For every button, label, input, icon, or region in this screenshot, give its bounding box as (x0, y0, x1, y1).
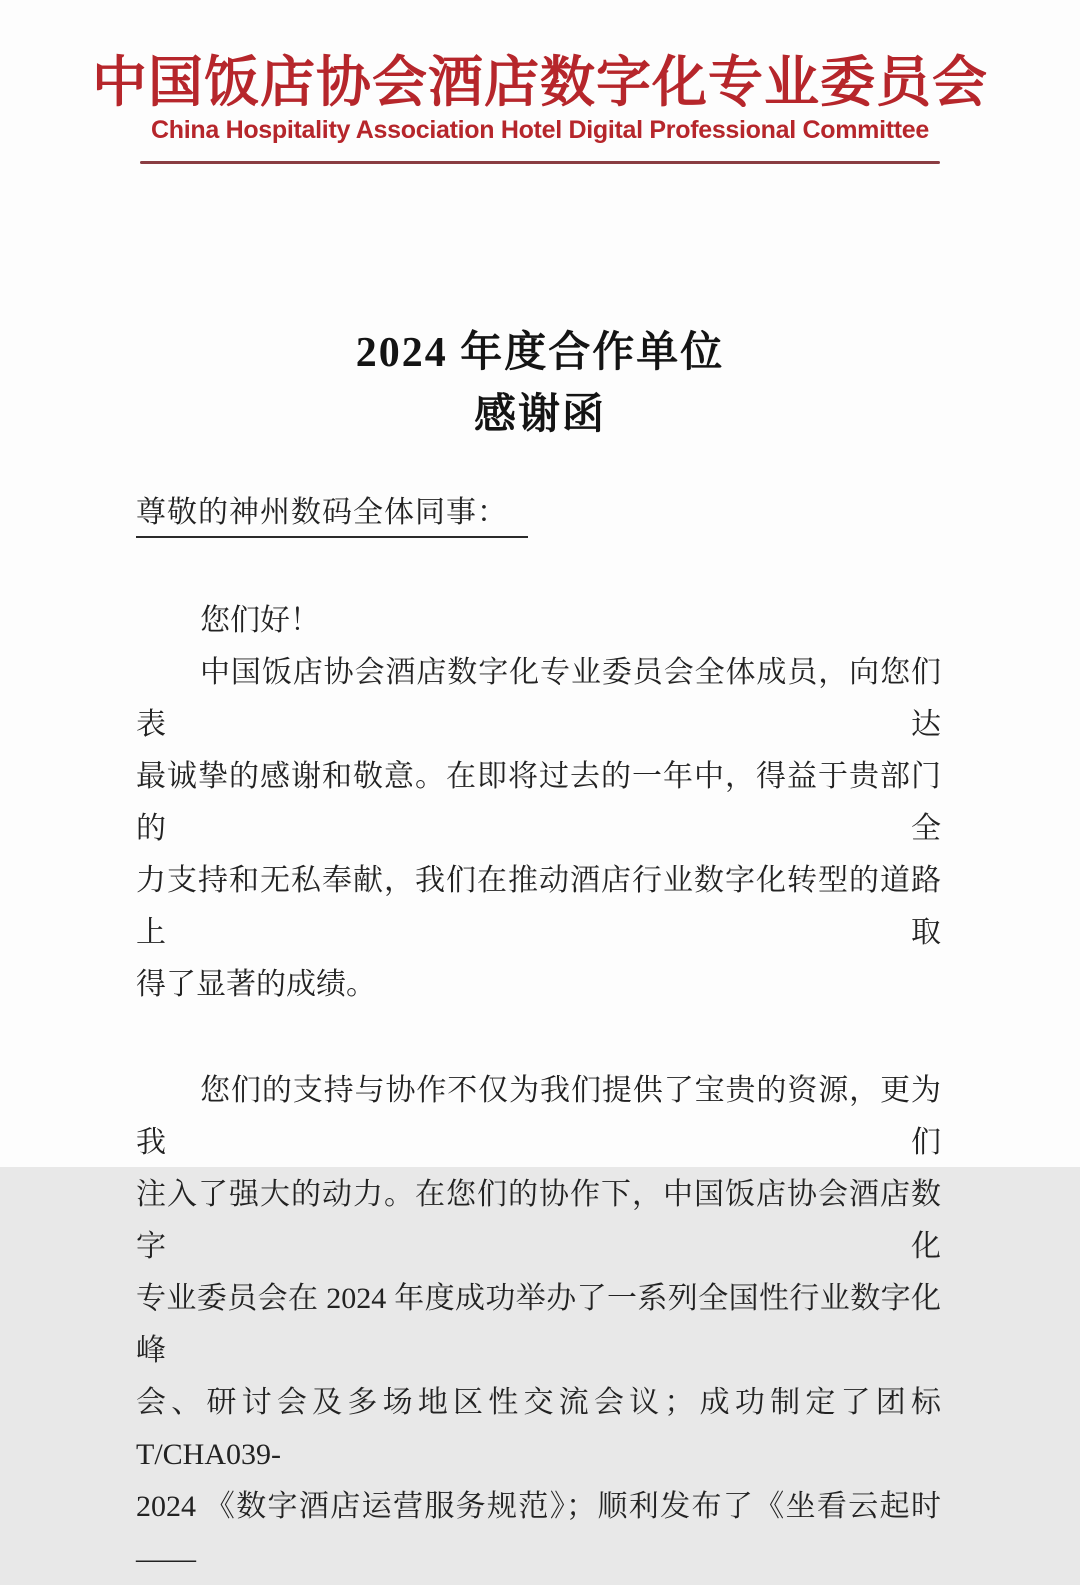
salutation-row (136, 496, 941, 538)
body-line: 专业委员会在 2024 年度成功举办了一系列全国性行业数字化峰 (136, 1282, 941, 1367)
body-line: 中国饭店协会酒店数字化专业委员会全体成员，向您们表达 (136, 656, 941, 741)
org-name-english: China Hospitality Association Hotel Digital Professional Committee (150, 116, 930, 144)
body-line: 您们的支持与协作不仅为我们提供了宝贵的资源，更为我们 (136, 1074, 941, 1159)
paragraph-2 (136, 1065, 941, 1585)
paragraph-1 (136, 647, 941, 1011)
letterhead-rule (140, 161, 940, 164)
letter-title-line-2: 感谢函 (473, 392, 606, 438)
body-line: 最诚挚的感谢和敬意。在即将过去的一年中，得益于贵部门的全 (136, 760, 941, 845)
body-line: 会、研讨会及多场地区性交流会议；成功制定了团标 T/CHA039- (136, 1386, 941, 1471)
salutation: 尊敬的神州数码全体同事： (136, 496, 528, 538)
body-line: 力支持和无私奉献，我们在推动酒店行业数字化转型的道路上取 (136, 864, 941, 949)
body-line: 2024 《数字酒店运营服务规范》；顺利发布了《坐看云起时—— (136, 1490, 941, 1575)
letter-title (0, 322, 1080, 446)
body-line: 注入了强大的动力。在您们的协作下，中国饭店协会酒店数字化 (136, 1178, 941, 1263)
org-name-chinese: 中国饭店协会酒店数字化专业委员会 (91, 52, 988, 113)
body-line: 得了显著的成绩。 (136, 968, 376, 1001)
greeting-line: 您们好！ (200, 604, 320, 637)
letter-body (136, 496, 941, 1585)
letterhead (0, 0, 1080, 164)
letter-title-line-1: 2024 年度合作单位 (355, 330, 725, 376)
